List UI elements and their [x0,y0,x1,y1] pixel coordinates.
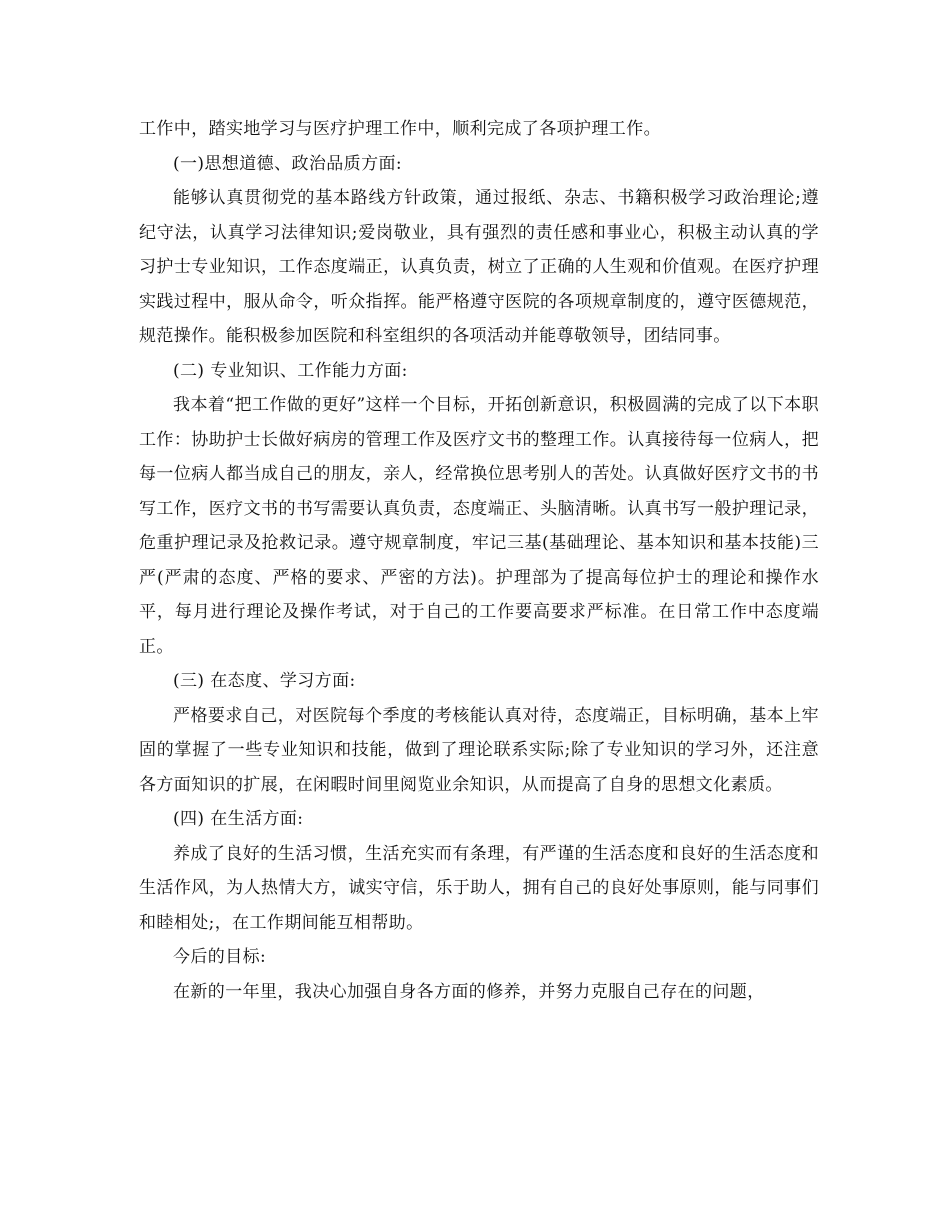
heading-life: (四) 在生活方面: [173,809,304,829]
paragraph-future-goals: 在新的一年里，我决心加强自身各方面的修养，并努力克服自己存在的问题， [173,981,765,1002]
heading-ideology-politics: (一)思想道德、政治品质方面: [173,153,402,174]
paragraph-ideology-politics: 能够认真贯彻党的基本路线方针政策，通过报纸、杂志、书籍积极学习政治理论;遵纪守法，认真学习法律知识;爱岗敬业，具有强烈的责任感和事业心，积极主动认真的学习护士专业知识，工作态度端正，认真负责，树立了正确的人生观和价值观。在医疗护理实践过程中，服从命令，听众指挥。能严格遵守医院的各项规章制度的，遵守医德规范，规范操作。能积极参加医院和科室组织的各项活动并能尊敬领导，团结同事。 [139,188,819,346]
paragraph-intro-continuation: 工作中，踏实地学习与医疗护理工作中，顺利完成了各项护理工作。 [139,119,661,139]
heading-future-goals: 今后的目标: [173,947,267,967]
heading-professional-knowledge: (二) 专业知识、工作能力方面: [173,360,408,381]
paragraph-life: 养成了良好的生活习惯，生活充实而有条理，有严谨的生活态度和良好的生活态度和生活作风，为人热情大方，诚实守信，乐于助人，拥有自己的良好处事原则，能与同事们和睦相处;，在工作期间能互相帮助。 [139,843,819,933]
heading-attitude-learning: (三) 在态度、学习方面: [173,671,356,691]
paragraph-professional-knowledge: 我本着“把工作做的更好”这样一个目标，开拓创新意识，积极圆满的完成了以下本职工作：协助护士长做好病房的管理工作及医疗文书的整理工作。认真接待每一位病人，把每一位病人都当成自己的朋友，亲人，经常换位思考别人的苦处。认真做好医疗文书的书写工作，医疗文书的书写需要认真负责，态度端正、头脑清晰。认真书写一般护理记录，危重护理记录及抢救记录。遵守规章制度，牢记三基(基础理论、基本知识和基本技能)三严(严肃的态度、严格的要求、严密的方法)。护理部为了提高每位护士的理论和操作水平，每月进行理论及操作考试，对于自己的工作要高要求严标准。在日常工作中态度端正。 [139,395,819,657]
paragraph-attitude-learning: 严格要求自己，对医院每个季度的考核能认真对待，态度端正，目标明确，基本上牢固的掌握了一些专业知识和技能，做到了理论联系实际;除了专业知识的学习外，还注意各方面知识的扩展，在闲暇时间里阅览业余知识，从而提高了自身的思想文化素质。 [139,705,819,795]
document-body [139,112,819,1009]
